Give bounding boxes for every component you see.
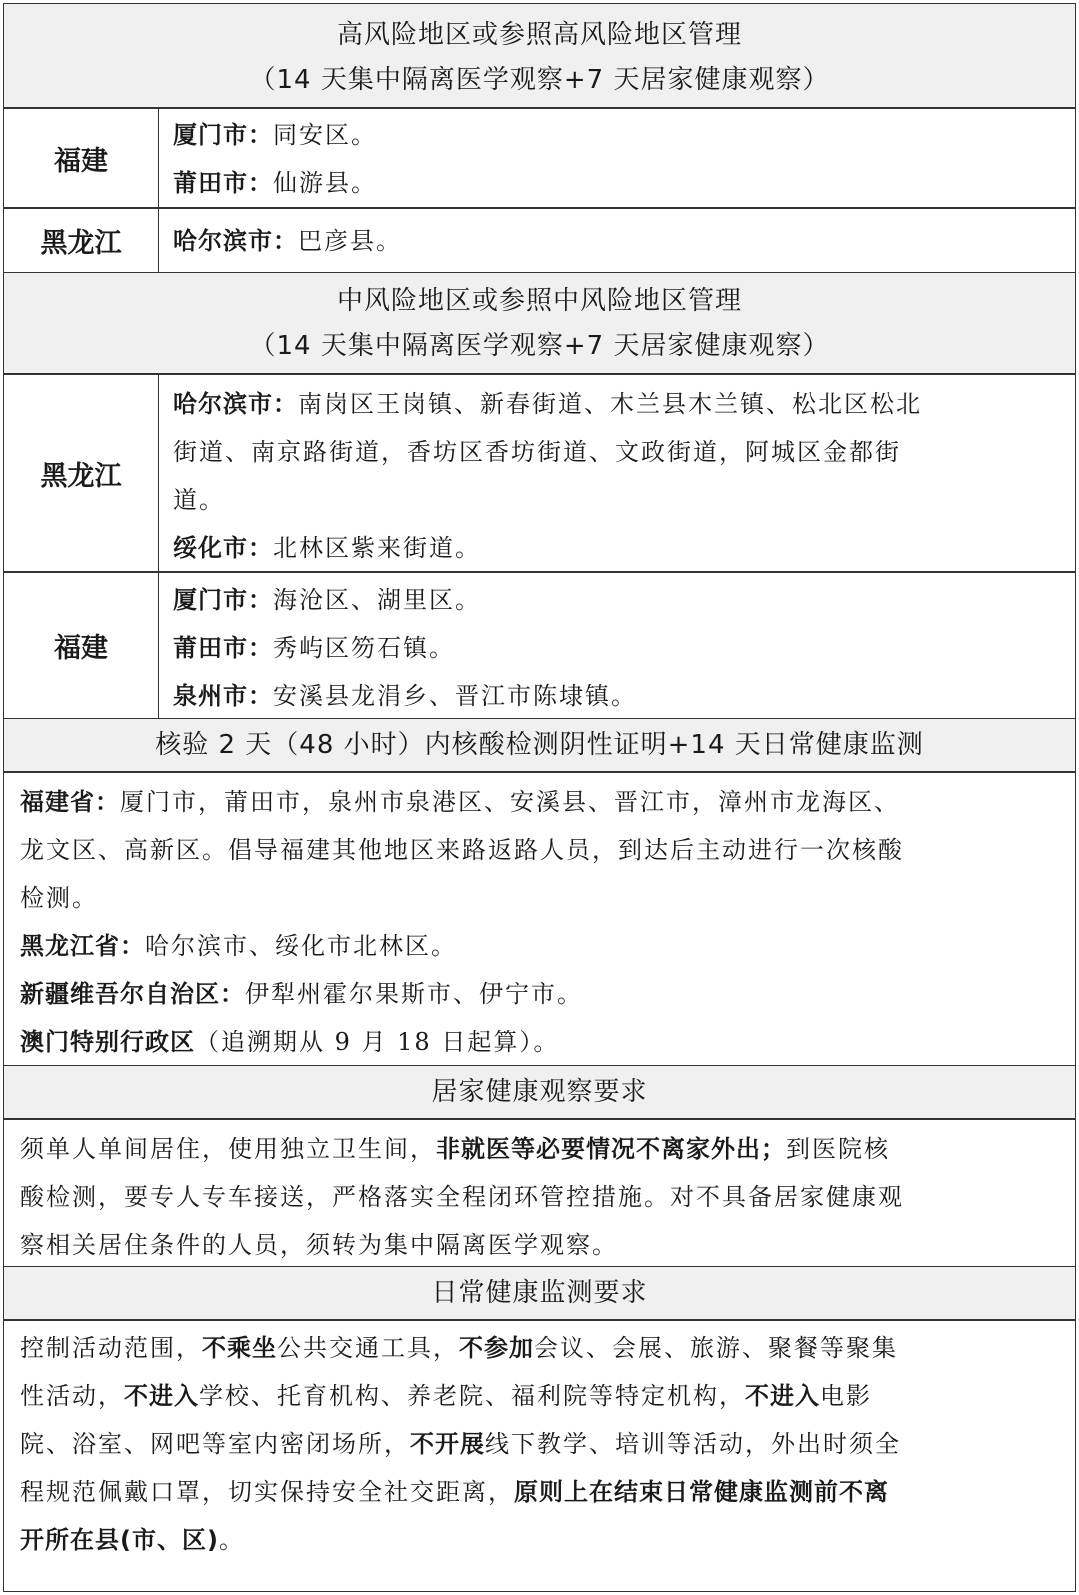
text-line: 控制活动范围，不乘坐公共交通工具，不参加会议、会展、旅游、聚餐等聚集 <box>20 1334 898 1362</box>
test-body <box>3 771 1076 1067</box>
list-item: 厦门市：同安区。 <box>173 121 377 149</box>
list-item: 莆田市：秀屿区笏石镇。 <box>173 634 455 662</box>
list-item: 新疆维吾尔自治区：伊犁州霍尔果斯市、伊宁市。 <box>20 980 583 1008</box>
high-risk-row-fujian <box>3 107 1076 209</box>
list-item: 泉州市：安溪县龙涓乡、晋江市陈埭镇。 <box>173 682 637 710</box>
text-line: 性活动，不进入学校、托育机构、养老院、福利院等特定机构，不进入电影 <box>20 1382 872 1410</box>
list-item: 厦门市：海沧区、湖里区。 <box>173 586 481 614</box>
list-item: 福建省：厦门市，莆田市，泉州市泉港区、安溪县、晋江市，漳州市龙海区、 <box>20 788 900 816</box>
text-line: 察相关居住条件的人员，须转为集中隔离医学观察。 <box>20 1231 618 1259</box>
list-item-cont: 道。 <box>173 486 225 514</box>
list-item: 澳门特别行政区（追溯期从 9 月 18 日起算）。 <box>20 1028 560 1056</box>
high-risk-header <box>3 3 1076 109</box>
list-item: 哈尔滨市：南岗区王岗镇、新春街道、木兰县木兰镇、松北区松北 <box>173 390 922 418</box>
text-line: 程规范佩戴口罩，切实保持安全社交距离，原则上在结束日常健康监测前不离 <box>20 1478 889 1506</box>
list-item: 莆田市：仙游县。 <box>173 169 377 197</box>
area-list <box>159 108 1075 208</box>
home-body <box>3 1118 1076 1268</box>
area-list <box>159 208 1075 273</box>
area-list <box>159 374 1075 572</box>
home-title: 居家健康观察要求 <box>431 1077 648 1107</box>
text-line: 开所在县(市、区)。 <box>20 1526 245 1554</box>
medium-risk-header <box>3 272 1076 375</box>
medium-risk-title: 中风险地区或参照中风险地区管理 <box>336 286 742 316</box>
high-risk-subtitle: （14 天集中隔离医学观察+7 天居家健康观察） <box>249 65 830 95</box>
list-item: 哈尔滨市：巴彦县。 <box>173 227 402 255</box>
list-item: 绥化市：北林区紫来街道。 <box>173 534 481 562</box>
province-label: 黑龙江 <box>4 374 159 572</box>
list-item: 黑龙江省：哈尔滨市、绥化市北林区。 <box>20 932 457 960</box>
medium-risk-row-fujian <box>3 571 1076 720</box>
high-risk-row-heilongjiang <box>3 207 1076 274</box>
medium-risk-row-heilongjiang <box>3 373 1076 573</box>
text-line: 酸检测，要专人专车接送，严格落实全程闭环管控措施。对不具备居家健康观 <box>20 1183 904 1211</box>
test-header <box>3 718 1076 773</box>
daily-body <box>3 1319 1076 1592</box>
test-title: 核验 2 天（48 小时）内核酸检测阴性证明+14 天日常健康监测 <box>155 730 924 760</box>
area-list <box>159 572 1075 719</box>
daily-header <box>3 1266 1076 1321</box>
daily-title: 日常健康监测要求 <box>431 1278 648 1308</box>
home-header <box>3 1065 1076 1120</box>
list-item-cont: 街道、南京路街道，香坊区香坊街道、文政街道，阿城区金都街 <box>173 438 901 466</box>
province-label: 黑龙江 <box>4 208 159 273</box>
list-item-cont: 龙文区、高新区。倡导福建其他地区来路返路人员，到达后主动进行一次核酸 <box>20 836 904 864</box>
high-risk-title: 高风险地区或参照高风险地区管理 <box>336 20 742 50</box>
medium-risk-subtitle: （14 天集中隔离医学观察+7 天居家健康观察） <box>249 331 830 361</box>
list-item-cont: 检测。 <box>20 884 98 912</box>
text-line: 院、浴室、网吧等室内密闭场所，不开展线下教学、培训等活动，外出时须全 <box>20 1430 901 1458</box>
province-label: 福建 <box>4 572 159 719</box>
province-label: 福建 <box>4 108 159 208</box>
text-line: 须单人单间居住，使用独立卫生间，非就医等必要情况不离家外出；到医院核 <box>20 1135 890 1163</box>
